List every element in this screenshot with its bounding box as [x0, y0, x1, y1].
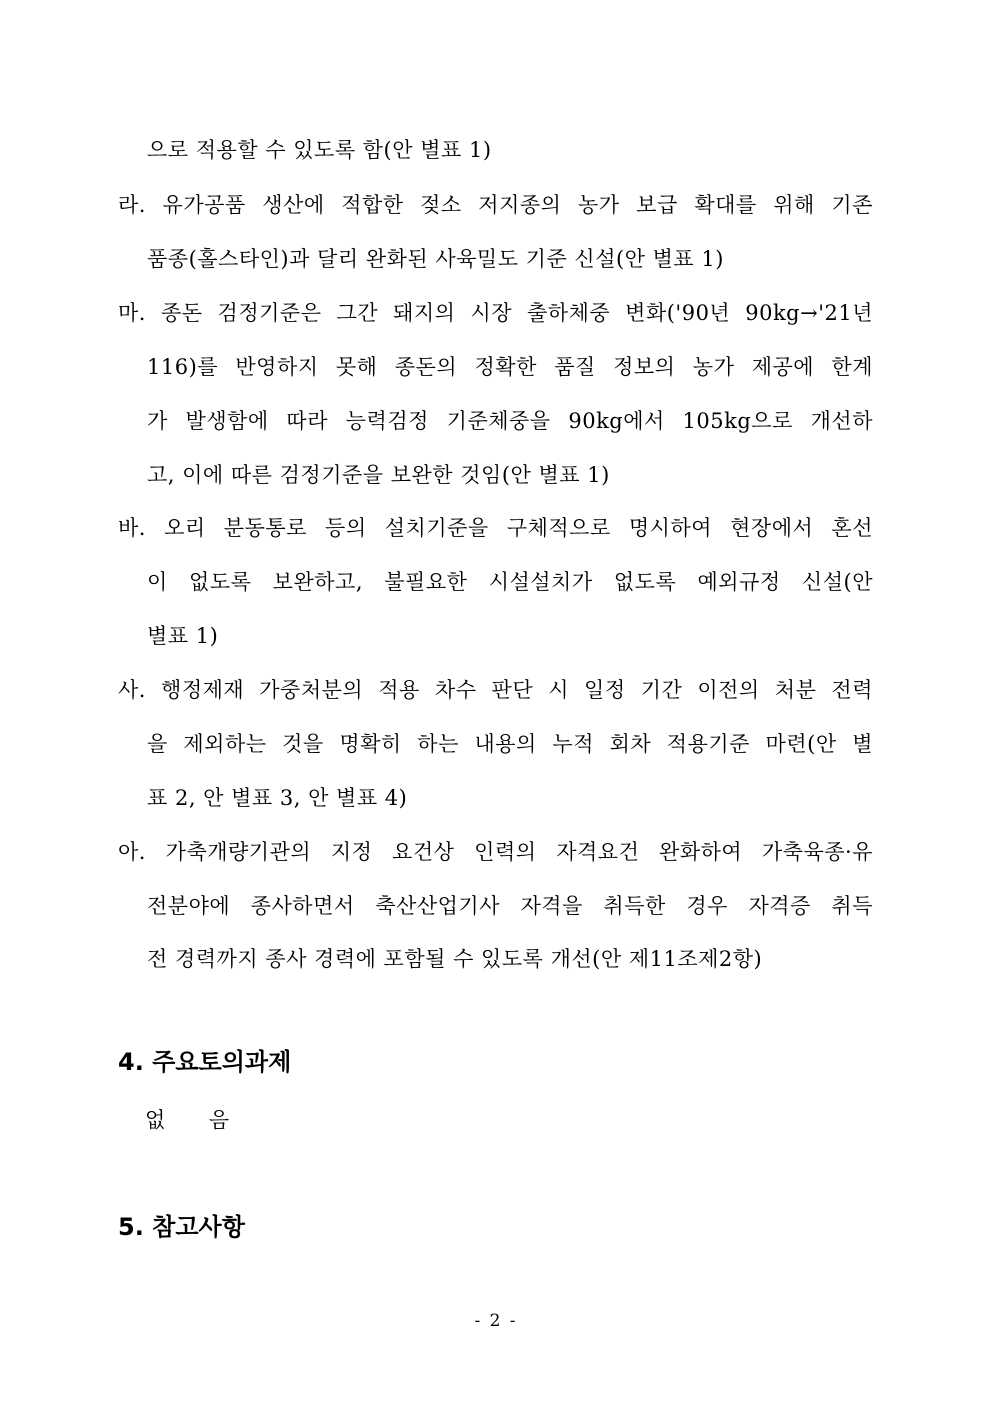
body-line-6: 가 발생함에 따라 능력검정 기준체중을 90kg에서 105kg으로 개선하	[147, 409, 873, 433]
body-line-12: 을 제외하는 것을 명확히 하는 내용의 누적 회차 적용기준 마련(안 별	[147, 732, 873, 756]
body-line-5: 116)를 반영하지 못해 종돈의 정확한 품질 정보의 농가 제공에 한계	[147, 355, 873, 379]
body-line-13: 표 2, 안 별표 3, 안 별표 4)	[147, 786, 408, 810]
body-line-10: 별표 1)	[147, 624, 219, 648]
body-line-2-item-ra: 라. 유가공품 생산에 적합한 젖소 저지종의 농가 보급 확대를 위해 기존	[118, 193, 873, 217]
body-line-1: 으로 적용할 수 있도록 함(안 별표 1)	[147, 138, 492, 162]
body-line-8-item-ba: 바. 오리 분동통로 등의 설치기준을 구체적으로 명시하여 현장에서 혼선	[118, 516, 873, 540]
body-line-3: 품종(홀스타인)과 달리 완화된 사육밀도 기준 신설(안 별표 1)	[147, 247, 724, 271]
body-line-15: 전분야에 종사하면서 축산산업기사 자격을 취득한 경우 자격증 취득	[147, 894, 873, 918]
section-4-content: 없 음	[145, 1108, 230, 1132]
body-line-4-item-ma: 마. 종돈 검정기준은 그간 돼지의 시장 출하체중 변화('90년 90kg→'21년	[118, 301, 873, 325]
body-line-7: 고, 이에 따른 검정기준을 보완한 것임(안 별표 1)	[147, 463, 610, 487]
section-5-title: 5. 참고사항	[118, 1213, 245, 1241]
body-line-14-item-a: 아. 가축개량기관의 지정 요건상 인력의 자격요건 완화하여 가축육종·유	[118, 840, 873, 864]
body-line-11-item-sa: 사. 행정제재 가중처분의 적용 차수 판단 시 일정 기간 이전의 처분 전력	[118, 678, 873, 702]
section-4-title: 4. 주요토의과제	[118, 1048, 292, 1076]
page-number: - 2 -	[474, 1311, 518, 1331]
body-line-9: 이 없도록 보완하고, 불필요한 시설설치가 없도록 예외규정 신설(안	[147, 570, 873, 594]
body-line-16: 전 경력까지 종사 경력에 포함될 수 있도록 개선(안 제11조제2항)	[147, 947, 763, 971]
